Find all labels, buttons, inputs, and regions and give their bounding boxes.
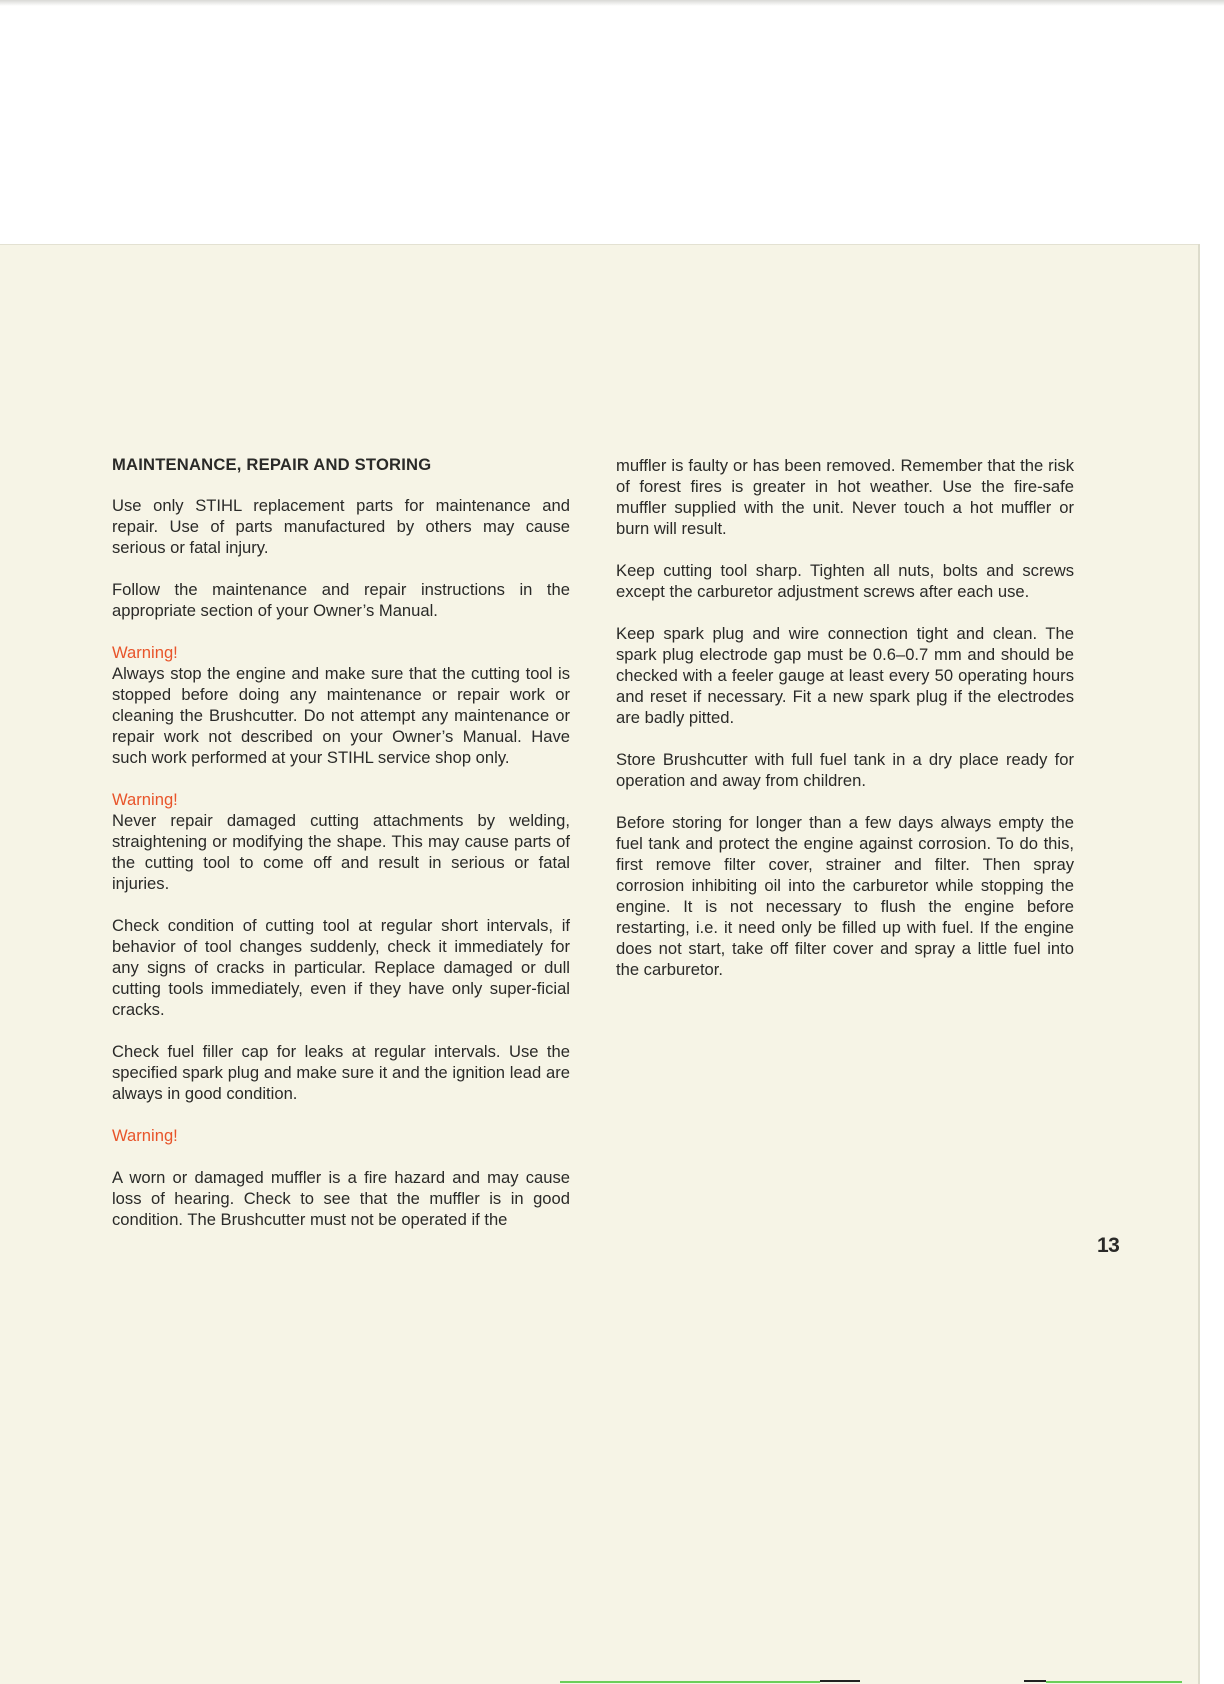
section-heading: MAINTENANCE, REPAIR AND STORING — [112, 455, 432, 474]
paragraph-long-storage: Before storing for longer than a few days always empty the fuel tank and protect the engine against corrosion. To do this, first remove filter cover, strainer and filter. Then spray corrosion inhibiting oil into the carburetor while stopping the engine. It is not necessary to flush the engine before restarting, i.e. it need only be filled up with fuel. If the engine does not start, take off filter cover and spray a little fuel into the carburetor. — [616, 813, 1074, 979]
paragraph-muffler-continued: muffler is faulty or has been removed. Remember that the risk of forest fires is greater in hot weather. Use the fire-safe muffler supplied with the unit. Never touch a hot muffler or burn will result. — [616, 456, 1074, 538]
bottom-rule-dash-right — [1024, 1680, 1046, 1682]
bottom-rule-green-right — [1046, 1681, 1182, 1683]
bottom-rule-dash-left — [820, 1680, 860, 1682]
bottom-rule-green-left — [560, 1681, 820, 1683]
warning-title-2: Warning! — [112, 790, 178, 809]
left-column — [112, 454, 570, 1251]
right-column — [616, 455, 1074, 1001]
manual-page — [0, 244, 1200, 1684]
warning-title-1: Warning! — [112, 643, 178, 662]
paragraph-check-cutting-tool: Check condition of cutting tool at regular short intervals, if behavior of tool changes suddenly, check it immediately for any signs of cracks in particular. Replace damaged or dull cutting tools immediately, even if they have only super-ficial cracks. — [112, 916, 570, 1019]
paragraph-keep-tool-sharp: Keep cutting tool sharp. Tighten all nuts, bolts and screws except the carburetor adjustment screws after each use. — [616, 561, 1074, 601]
paragraph-replacement-parts: Use only STIHL replacement parts for maintenance and repair. Use of parts manufactured by others may cause serious or fatal injury. — [112, 496, 570, 557]
warning-title-3: Warning! — [112, 1126, 178, 1145]
warning-body-3: A worn or damaged muffler is a fire hazard and may cause loss of hearing. Check to see that the muffler is in good condition. The Brushcutter must not be operated if the — [112, 1168, 570, 1229]
scan-top-edge — [0, 0, 1224, 6]
warning-body-2: Never repair damaged cutting attachments by welding, straightening or modifying the shape. This may cause parts of the cutting tool to come off and result in serious or fatal injuries. — [112, 811, 570, 893]
page-number: 13 — [1097, 1234, 1120, 1257]
paragraph-check-fuel-cap: Check fuel filler cap for leaks at regular intervals. Use the specified spark plug and make sure it and the ignition lead are always in good condition. — [112, 1042, 570, 1103]
paragraph-follow-instructions: Follow the maintenance and repair instructions in the appropriate section of your Owner’s Manual. — [112, 580, 570, 620]
warning-body-1: Always stop the engine and make sure that the cutting tool is stopped before doing any maintenance or repair work or cleaning the Brushcutter. Do not attempt any maintenance or repair work not described on your Owner’s Manual. Have such work performed at your STIHL service shop only. — [112, 664, 570, 767]
paragraph-store-brushcutter: Store Brushcutter with full fuel tank in a dry place ready for operation and away from children. — [616, 750, 1074, 790]
paragraph-spark-plug: Keep spark plug and wire connection tight and clean. The spark plug electrode gap must be 0.6–0.7 mm and should be checked with a feeler gauge at least every 50 operating hours and reset if necessary. Fit a new spark plug if the electrodes are badly pitted. — [616, 624, 1074, 727]
page-paper — [0, 244, 1198, 1684]
